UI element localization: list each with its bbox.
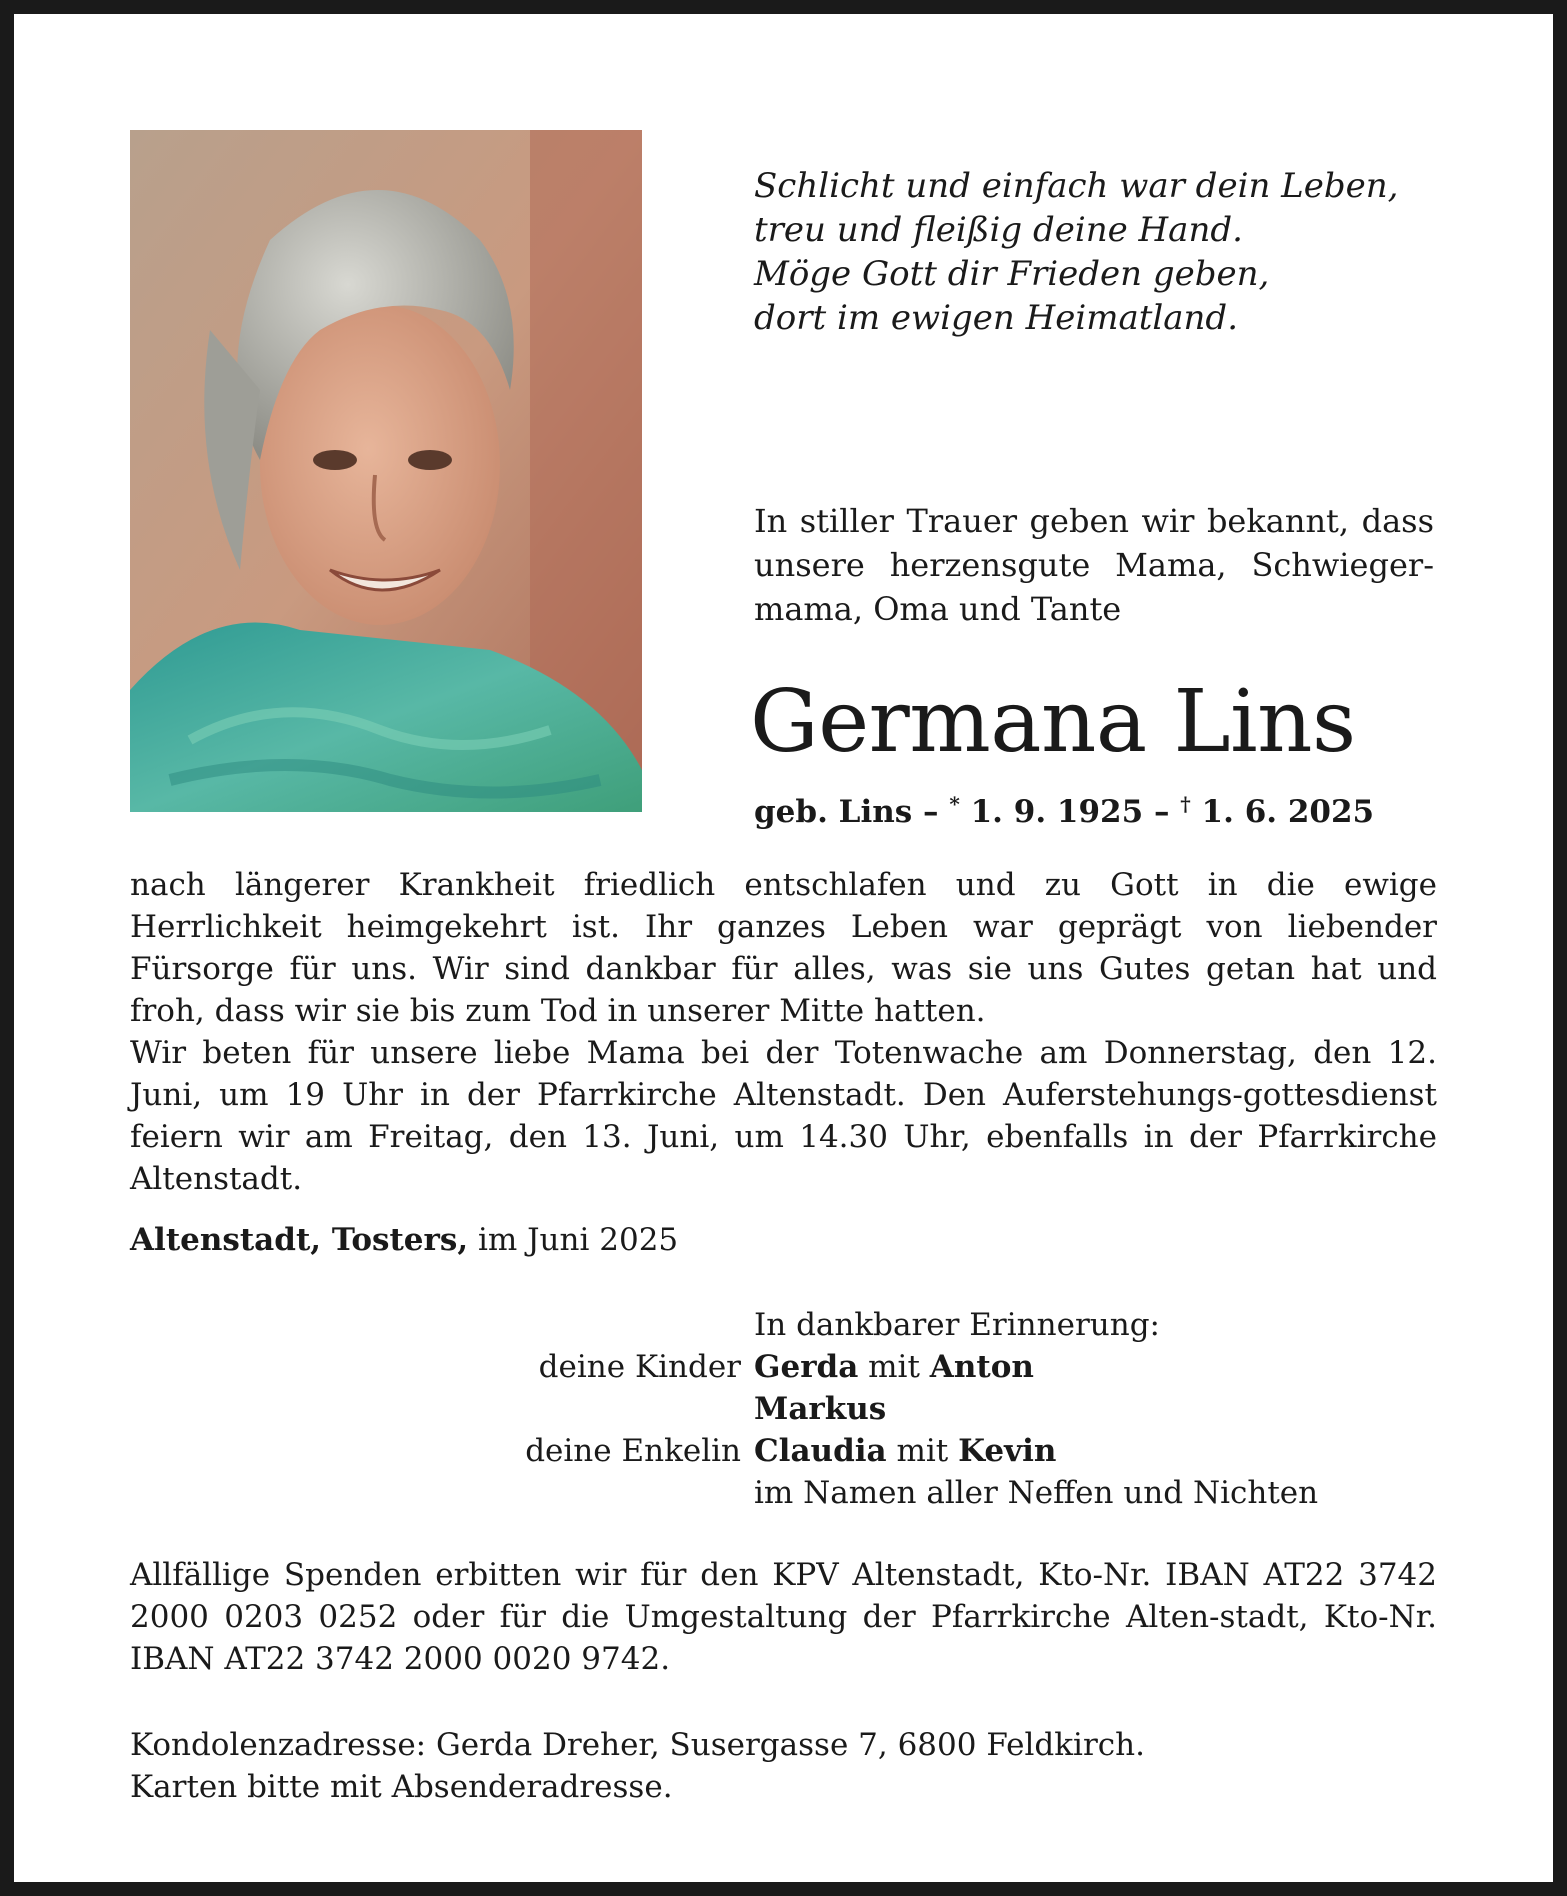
family-row	[14, 1346, 1553, 1388]
children-names	[754, 1346, 1034, 1388]
obituary-page	[14, 14, 1553, 1882]
extended-family: im Namen aller Neffen und Nichten	[754, 1475, 1319, 1511]
portrait-photo	[130, 130, 642, 812]
announcement-intro: In stiller Trauer geben wir bekannt, dass unsere herzensgute Mama, Schwieger-mama, Oma und Tante	[754, 502, 1434, 628]
portrait-illustration	[130, 130, 642, 812]
life-dates	[754, 784, 1374, 832]
children-label: deine Kinder	[538, 1349, 741, 1385]
grandchildren-label: deine Enkelin	[525, 1433, 741, 1469]
partner-name: Kevin	[958, 1433, 1057, 1469]
memory-heading: In dankbarer Erinnerung:	[754, 1307, 1160, 1343]
memorial-poem	[754, 164, 1474, 340]
with-word: mit	[886, 1433, 959, 1469]
death-date: 1. 6. 2025	[1190, 794, 1375, 830]
with-word: mit	[858, 1349, 930, 1385]
grandchildren-names	[754, 1430, 1056, 1472]
family-row	[14, 1388, 1553, 1430]
poem-line: treu und fleißig deine Hand.	[754, 210, 1243, 250]
partner-name: Anton	[929, 1349, 1034, 1385]
poem-line: Schlicht und einfach war dein Leben,	[754, 166, 1399, 206]
donation-notice: Allfällige Spenden erbitten wir für den KPV Altenstadt, Kto-Nr. IBAN AT22 3742 2000 0203 0252 oder für die Umgestaltung der Pfarrkirche Alten-stadt, Kto-Nr. IBAN AT22 3742 2000 0020 9742.	[130, 1557, 1437, 1677]
child-name: Markus	[754, 1391, 887, 1427]
obituary-body	[130, 864, 1437, 1200]
death-cross-icon: †	[1180, 792, 1191, 816]
family-row	[14, 1472, 1553, 1514]
month-year: im Juni 2025	[468, 1222, 679, 1258]
birth-name: geb. Lins	[754, 794, 913, 830]
date-separator: –	[912, 794, 950, 830]
birth-date: 1. 9. 1925	[959, 794, 1144, 830]
birth-star-icon: *	[949, 792, 960, 816]
poem-line: Möge Gott dir Frieden geben,	[754, 254, 1270, 294]
child-name: Gerda	[754, 1349, 859, 1385]
children-names	[754, 1388, 886, 1430]
poem-line: dort im ewigen Heimatland.	[754, 298, 1239, 338]
family-row	[14, 1430, 1553, 1472]
body-paragraph: nach längerer Krankheit friedlich entschlafen und zu Gott in die ewige Herrlichkeit heimgekehrt ist. Ihr ganzes Leben war geprägt von liebender Fürsorge für uns. Wir sind dankbar für alles, was sie uns Gutes getan hat und froh, dass wir sie bis zum Tod in unserer Mitte hatten.	[130, 867, 1437, 1029]
place-date-line	[130, 1219, 678, 1261]
condolence-line: Kondolenzadresse: Gerda Dreher, Susergasse 7, 6800 Feldkirch.	[130, 1727, 1145, 1763]
body-paragraph: Wir beten für unsere liebe Mama bei der Totenwache am Donnerstag, den 12. Juni, um 19 Uhr in der Pfarrkirche Altenstadt. Den Auferstehungs-gottesdienst feiern wir am Freitag, den 13. Juni, um 14.30 Uhr, ebenfalls in der Pfarrkirche Altenstadt.	[130, 1035, 1437, 1197]
condolence-line: Karten bitte mit Absenderadresse.	[130, 1769, 673, 1805]
date-separator: –	[1143, 794, 1181, 830]
place-names: Altenstadt, Tosters,	[130, 1222, 469, 1258]
grandchild-name: Claudia	[754, 1433, 887, 1469]
condolence-address	[130, 1724, 1437, 1808]
deceased-name: Germana Lins	[750, 672, 1356, 772]
